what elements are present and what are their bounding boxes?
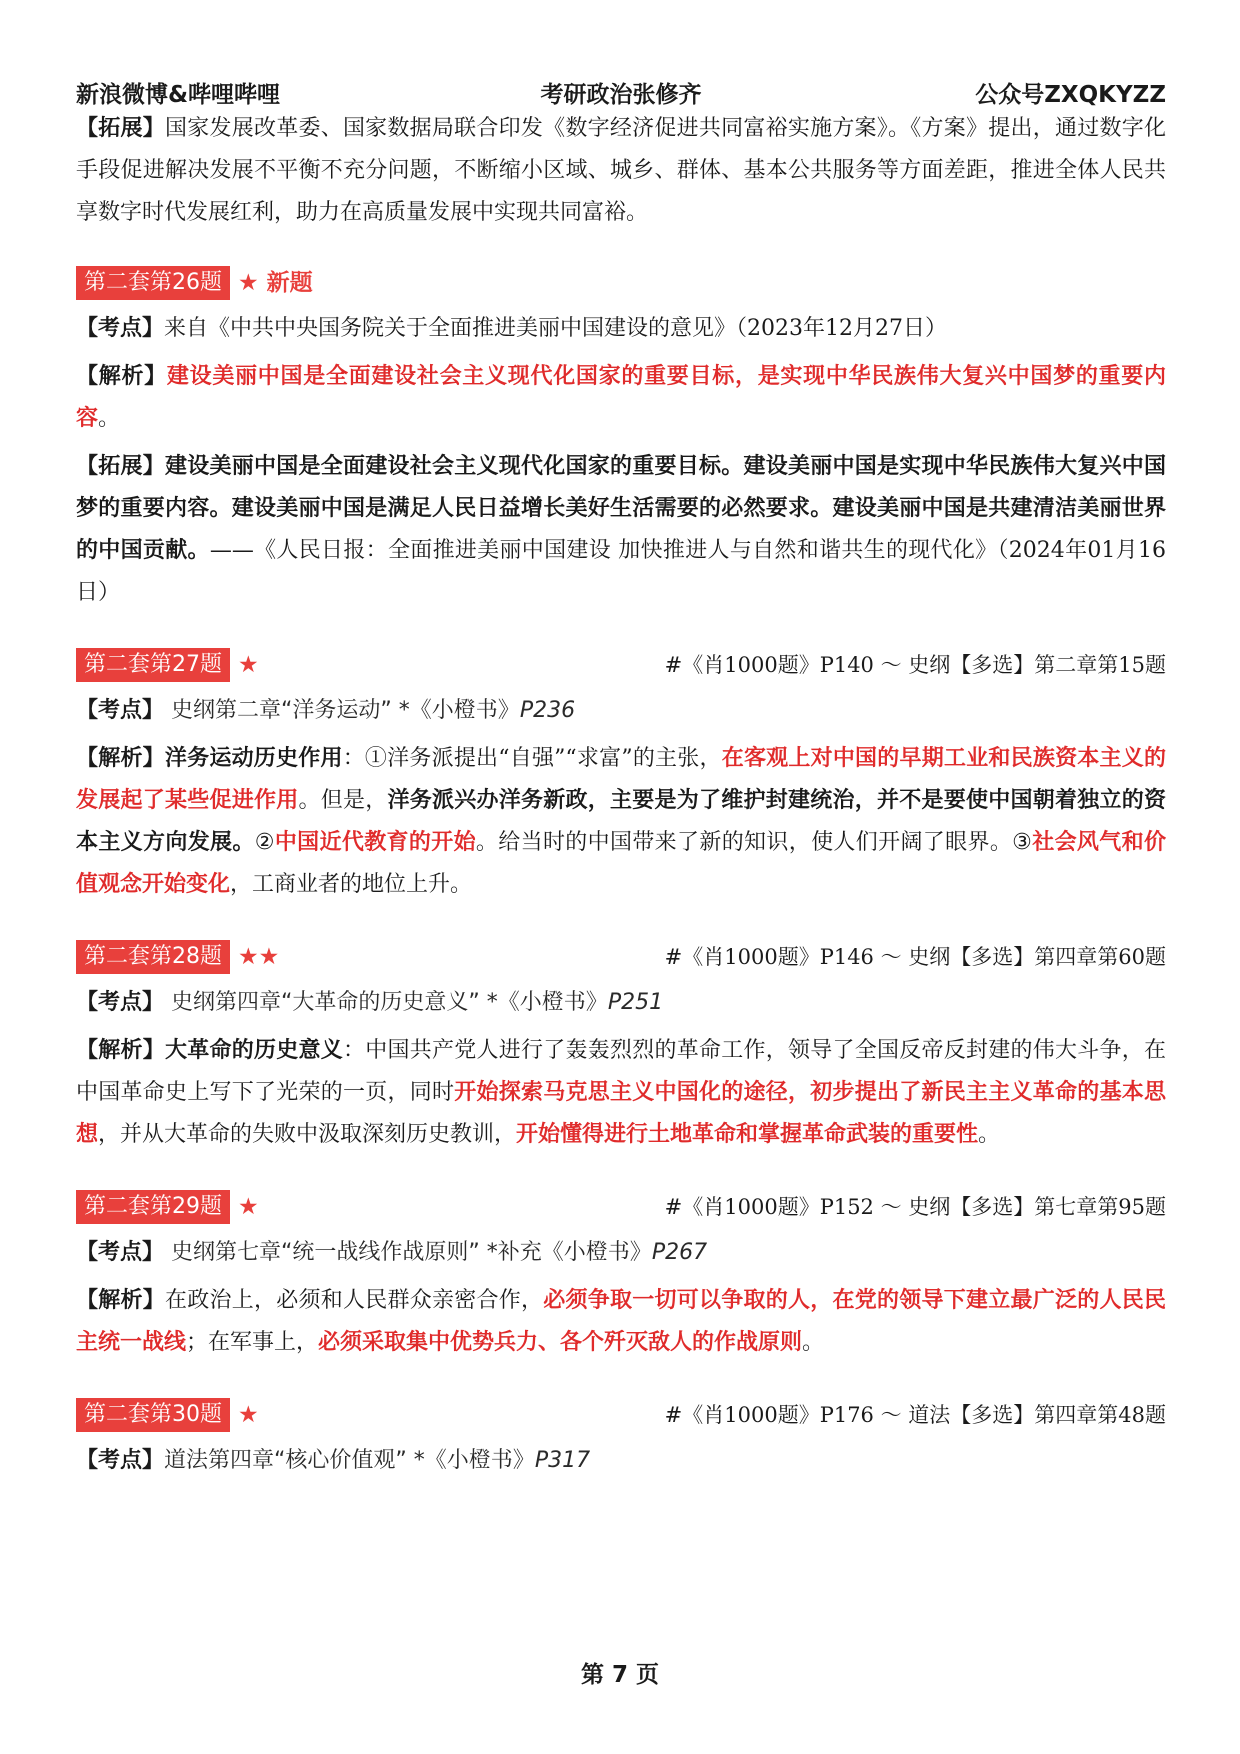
tuozhan-bold: 建设美丽中国是全面建设社会主义现代化国家的重要目标。建设美丽中国是实现中华民族伟大复兴中国梦的重要内容。建设美丽中国是满足人民日益增长美好生活需要的必然要求。建设美丽中国是共建清洁美丽世界的中国贡献。 xyxy=(76,454,1166,563)
question-27-kaodian xyxy=(76,690,1166,732)
jiexi-text-b: ，并从大革命的失败中汲取深刻历史教训， xyxy=(98,1122,517,1147)
jiexi-label: 【解析】 xyxy=(76,746,165,771)
jiexi-text-a: ：中国共产党人进行了轰轰烈烈的革命工作，领导了全国反帝反封建的伟大斗争，在中国革命史上写下了光荣的一页，同时 xyxy=(76,1038,1166,1105)
intro-text: 国家发展改革委、国家数据局联合印发《数字经济促进共同富裕实施方案》。《方案》提出，通过数字化手段促进解决发展不平衡不充分问题，不断缩小区域、城乡、群体、基本公共服务等方面差距，推进全体人民共享数字时代发展红利，助力在高质量发展中实现共同富裕。 xyxy=(76,116,1166,225)
question-26-stars: ★ 新题 xyxy=(238,270,313,296)
question-27-stars: ★ xyxy=(238,652,259,678)
question-30-kaodian xyxy=(76,1440,1166,1482)
jiexi-highlight-2: 必须采取集中优势兵力、各个歼灭敌人的作战原则 xyxy=(318,1330,803,1355)
kaodian-label: 【考点】 xyxy=(76,1240,165,1265)
jiexi-text-a: 在政治上，必须和人民群众亲密合作， xyxy=(165,1288,544,1313)
jiexi-num-3: ③ xyxy=(1012,830,1033,855)
kaodian-page: P236 xyxy=(519,698,576,723)
question-26-heading xyxy=(76,262,1166,304)
question-29-jiexi xyxy=(76,1280,1166,1364)
jiexi-text-c: 。给当时的中国带来了新的知识，使人们开阔了眼界。 xyxy=(475,830,1013,855)
question-26-jiexi xyxy=(76,356,1166,440)
kaodian-label: 【考点】 xyxy=(76,990,165,1015)
intro-label: 【拓展】 xyxy=(76,116,165,141)
jiexi-highlight-1: 必须争取一切可以争取的人，在党的领导下建立最广泛的人民民主统一战线 xyxy=(76,1288,1166,1355)
jiexi-text-a: ：①洋务派提出“自强”“求富”的主张， xyxy=(342,746,722,771)
jiexi-highlight-2: 中国近代教育的开始 xyxy=(274,830,476,855)
jiexi-label: 【解析】 xyxy=(76,1038,165,1063)
jiexi-highlight-3: 社会风气和价值观念开始变化 xyxy=(76,830,1166,897)
intro-extension xyxy=(76,108,1166,234)
tuozhan-label: 【拓展】 xyxy=(76,454,165,479)
question-29-kaodian xyxy=(76,1232,1166,1274)
question-27-jiexi xyxy=(76,738,1166,906)
kaodian-text: 道法第四章“核心价值观” *《小橙书》 xyxy=(164,1448,535,1473)
question-28-jiexi xyxy=(76,1030,1166,1156)
question-29-reference: #《肖1000题》P152 ～ 史纲【多选】第七章第95题 xyxy=(664,1195,1166,1219)
question-30-reference: #《肖1000题》P176 ～ 道法【多选】第四章第48题 xyxy=(664,1403,1166,1427)
jiexi-topic: 洋务运动历史作用 xyxy=(164,746,343,771)
page-number: 第 7 页 xyxy=(580,1662,660,1688)
kaodian-page: P317 xyxy=(534,1448,591,1473)
kaodian-text: 史纲第二章“洋务运动” *《小橙书》 xyxy=(171,698,520,723)
kaodian-page: P267 xyxy=(651,1240,708,1265)
jiexi-text-b: 。但是， xyxy=(298,788,388,813)
question-26-tag: 第二套第26题 xyxy=(76,266,230,300)
question-28-heading xyxy=(76,936,1166,978)
kaodian-label: 【考点】 xyxy=(76,698,165,723)
header-wechat-account: 公众号ZXQKYZZ xyxy=(975,82,1166,108)
jiexi-highlight-1: 在客观上对中国的早期工业和民族资本主义的发展起了某些促进作用 xyxy=(76,746,1166,813)
kaodian-text: 史纲第四章“大革命的历史意义” *《小橙书》 xyxy=(171,990,608,1015)
question-30-heading xyxy=(76,1394,1166,1436)
question-26-kaodian xyxy=(76,308,1166,350)
question-27-tag: 第二套第27题 xyxy=(76,648,230,682)
question-26-tuozhan xyxy=(76,446,1166,614)
question-30-stars: ★ xyxy=(238,1402,259,1428)
jiexi-label: 【解析】 xyxy=(76,1288,165,1313)
jiexi-text-d: ，工商业者的地位上升。 xyxy=(230,872,473,897)
question-27-heading xyxy=(76,644,1166,686)
jiexi-end: 。 xyxy=(978,1122,1001,1147)
question-30-tag: 第二套第30题 xyxy=(76,1398,230,1432)
question-28-stars: ★★ xyxy=(238,944,280,970)
kaodian-page: P251 xyxy=(607,990,664,1015)
kaodian-text: 史纲第七章“统一战线作战原则” *补充《小橙书》 xyxy=(171,1240,652,1265)
jiexi-bold: 洋务派兴办洋务新政，主要是为了维护封建统治，并不是要使中国朝着独立的资本主义方向发展。 xyxy=(76,788,1166,855)
question-27-reference: #《肖1000题》P140 ～ 史纲【多选】第二章第15题 xyxy=(664,653,1166,677)
jiexi-num-2: ② xyxy=(254,830,275,855)
jiexi-label: 【解析】 xyxy=(76,364,167,389)
question-29-tag: 第二套第29题 xyxy=(76,1190,230,1224)
kaodian-label: 【考点】 xyxy=(76,1448,165,1473)
page-header xyxy=(76,76,1166,110)
jiexi-text-b: ；在军事上， xyxy=(186,1330,319,1355)
question-28-kaodian xyxy=(76,982,1166,1024)
jiexi-end: 。 xyxy=(802,1330,825,1355)
header-author: 考研政治张修齐 xyxy=(540,82,702,108)
jiexi-highlight: 建设美丽中国是全面建设社会主义现代化国家的重要目标，是实现中华民族伟大复兴中国梦的重要内容 xyxy=(76,364,1166,431)
question-29-heading xyxy=(76,1186,1166,1228)
question-29-stars: ★ xyxy=(238,1194,259,1220)
jiexi-highlight-2: 开始懂得进行土地革命和掌握革命武装的重要性 xyxy=(516,1122,979,1147)
question-28-tag: 第二套第28题 xyxy=(76,940,230,974)
kaodian-label: 【考点】 xyxy=(76,316,165,341)
header-weibo-bilibili: 新浪微博&哔哩哔哩 xyxy=(76,82,281,108)
kaodian-text: 来自《中共中央国务院关于全面推进美丽中国建设的意见》（2023年12月27日） xyxy=(164,316,947,341)
jiexi-end: 。 xyxy=(98,406,121,431)
question-28-reference: #《肖1000题》P146 ～ 史纲【多选】第四章第60题 xyxy=(664,945,1166,969)
jiexi-topic: 大革命的历史意义 xyxy=(165,1038,343,1063)
jiexi-highlight-1: 开始探索马克思主义中国化的途径，初步提出了新民主主义革命的基本思想 xyxy=(76,1080,1166,1147)
tuozhan-source: ——《人民日报：全面推进美丽中国建设 加快推进人与自然和谐共生的现代化》（2024年01月16日） xyxy=(76,538,1166,605)
page-content xyxy=(76,108,1166,1482)
